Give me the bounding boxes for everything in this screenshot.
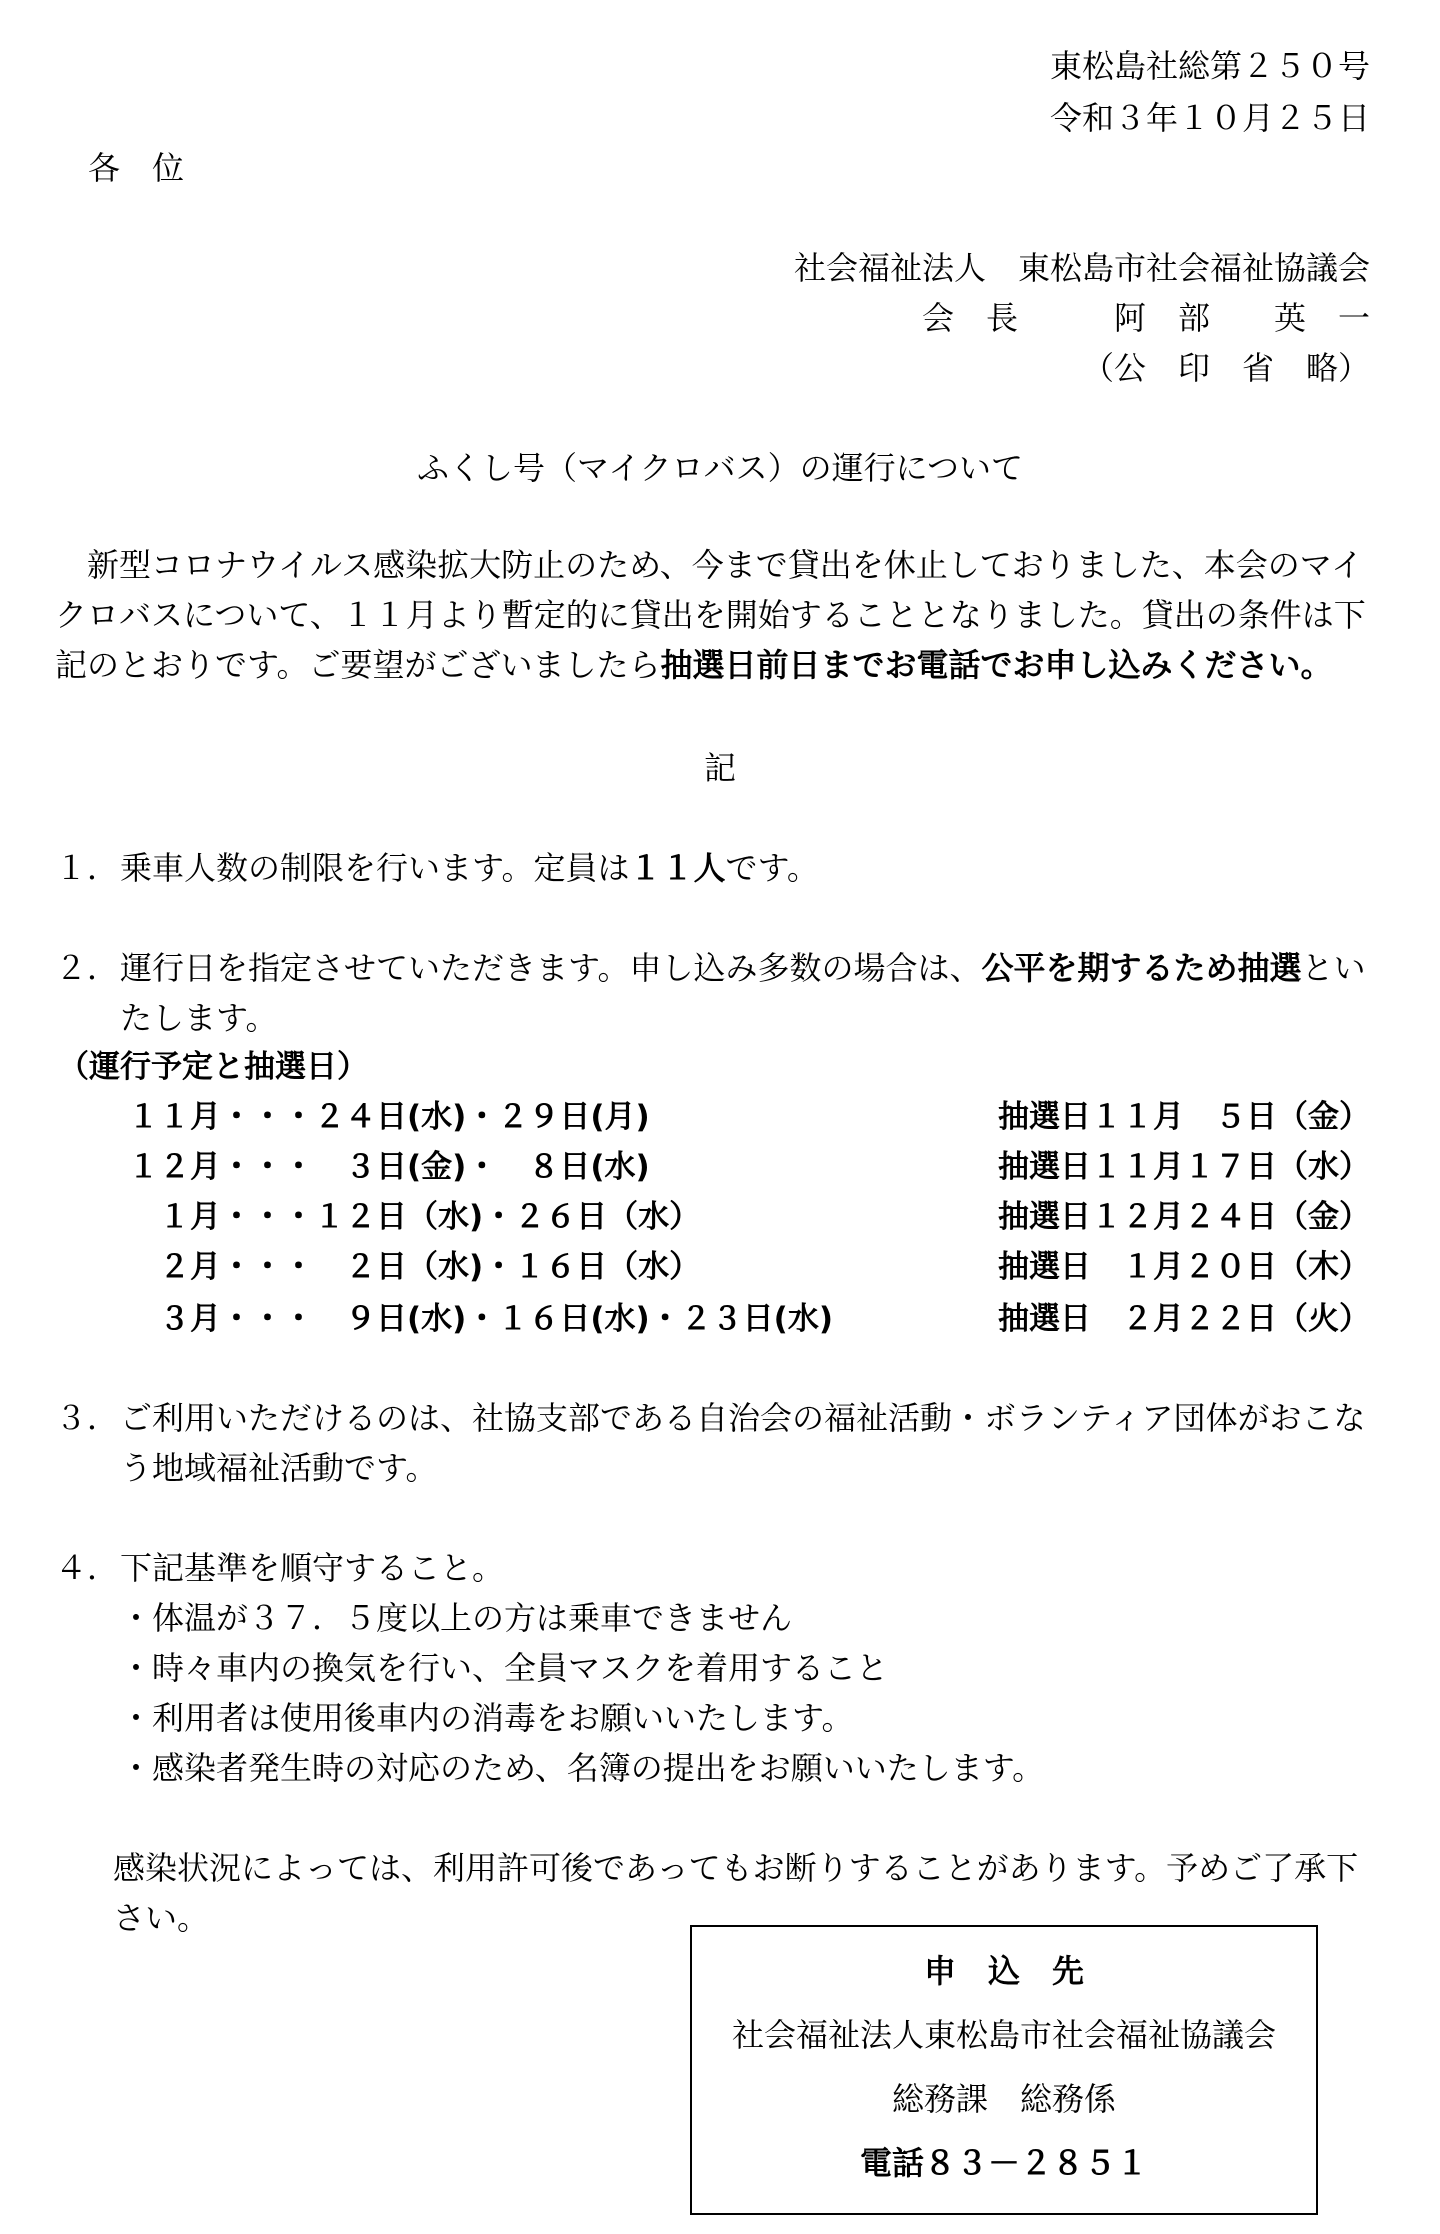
sender-name: 会 長 阿 部 英 一 <box>921 299 1370 337</box>
sender-organization: 社会福祉法人 東松島市社会福祉協議会 <box>793 249 1370 287</box>
schedule-heading: （運行予定と抽選日） <box>58 1049 368 1085</box>
item3-text: ご利用いただけるのは、社協支部である自治会の福祉活動・ボランティア団体がおこなう地域福祉活動です。 <box>120 1399 1366 1487</box>
item2-number: ２． <box>55 949 120 987</box>
intro-text: 新型コロナウイルス感染拡大防止のため、今まで貸出を休止しておりました、本会のマイクロバスについて、１１月より暫定的に貸出を開始することとなりました。貸出の条件は下記のとおりです。ご要望がございましたら <box>55 546 1366 684</box>
item1-text-after: です。 <box>725 849 819 887</box>
item1-number: １． <box>55 849 120 887</box>
contact-box <box>690 1925 1318 2215</box>
item1-bold: １１人 <box>629 849 726 887</box>
item4-bullet: ・感染者発生時の対応のため、名簿の提出をお願いいたします。 <box>120 1749 1045 1787</box>
contact-heading: 申 込 先 <box>923 1952 1084 1990</box>
item3-number: ３． <box>55 1399 120 1437</box>
schedule-row-dates: １月・・・１２日（水)・２６日（水） <box>128 1199 701 1235</box>
contact-phone-text: 電話８３－２８５１ <box>859 2144 1148 2182</box>
schedule-row-lottery: 抽選日１２月２４日（金） <box>998 1199 1370 1235</box>
addressee: 各 位 <box>88 149 185 187</box>
document-number: 東松島社総第２５０号 <box>1049 47 1370 85</box>
seal-omitted-note: （公 印 省 略） <box>1081 349 1370 387</box>
item1-text <box>120 843 1390 893</box>
schedule-row-dates: １１月・・・２４日(水)・２９日(月) <box>128 1099 650 1135</box>
schedule-row-lottery: 抽選日 ２月２２日（火） <box>998 1301 1370 1337</box>
contact-section: 総務課 総務係 <box>891 2080 1116 2118</box>
item4-bullet: ・時々車内の換気を行い、全員マスクを着用すること <box>120 1649 889 1687</box>
closing-note: 感染状況によっては、利用許可後であってもお断りすることがあります。予めご了承下さい。 <box>113 1849 1359 1937</box>
item2-bold: 公平を期するため抽選 <box>981 949 1302 987</box>
document-date: 令和３年１０月２５日 <box>1049 99 1370 137</box>
item4-bullet: ・利用者は使用後車内の消毒をお願いいたします。 <box>120 1699 854 1737</box>
document-title: ふくし号（マイクロバス）の運行について <box>416 449 1024 487</box>
intro-paragraph <box>55 540 1385 690</box>
item2-text <box>120 943 1385 1043</box>
schedule-row-lottery: 抽選日１１月 ５日（金） <box>998 1099 1370 1135</box>
item4-number: ４． <box>55 1549 120 1587</box>
contact-phone <box>692 2144 1316 2182</box>
item4-text: 下記基準を順守すること。 <box>120 1549 505 1587</box>
intro-bold-text: 抽選日前日までお電話でお申し込みください。 <box>660 646 1333 684</box>
schedule-row-dates: ２月・・・ ２日（水)・１６日（水） <box>128 1249 701 1285</box>
item1-text-before: 乗車人数の制限を行います。定員は <box>120 849 630 887</box>
item2-text-before: 運行日を指定させていただきます。申し込み多数の場合は、 <box>120 949 982 987</box>
schedule-row-lottery: 抽選日１１月１７日（水） <box>998 1149 1370 1185</box>
schedule-row-lottery: 抽選日 １月２０日（木） <box>998 1249 1370 1285</box>
item2-text-after: といたします。 <box>120 949 1366 1037</box>
ki-heading: 記 <box>703 749 736 787</box>
item4-bullet: ・体温が３７．５度以上の方は乗車できません <box>120 1599 793 1637</box>
contact-organization: 社会福祉法人東松島市社会福祉協議会 <box>731 2016 1276 2054</box>
schedule-row-dates: ３月・・・ ９日(水)・１６日(水)・２３日(水) <box>128 1301 834 1337</box>
schedule-row-dates: １２月・・・ ３日(金)・ ８日(水) <box>128 1149 650 1185</box>
